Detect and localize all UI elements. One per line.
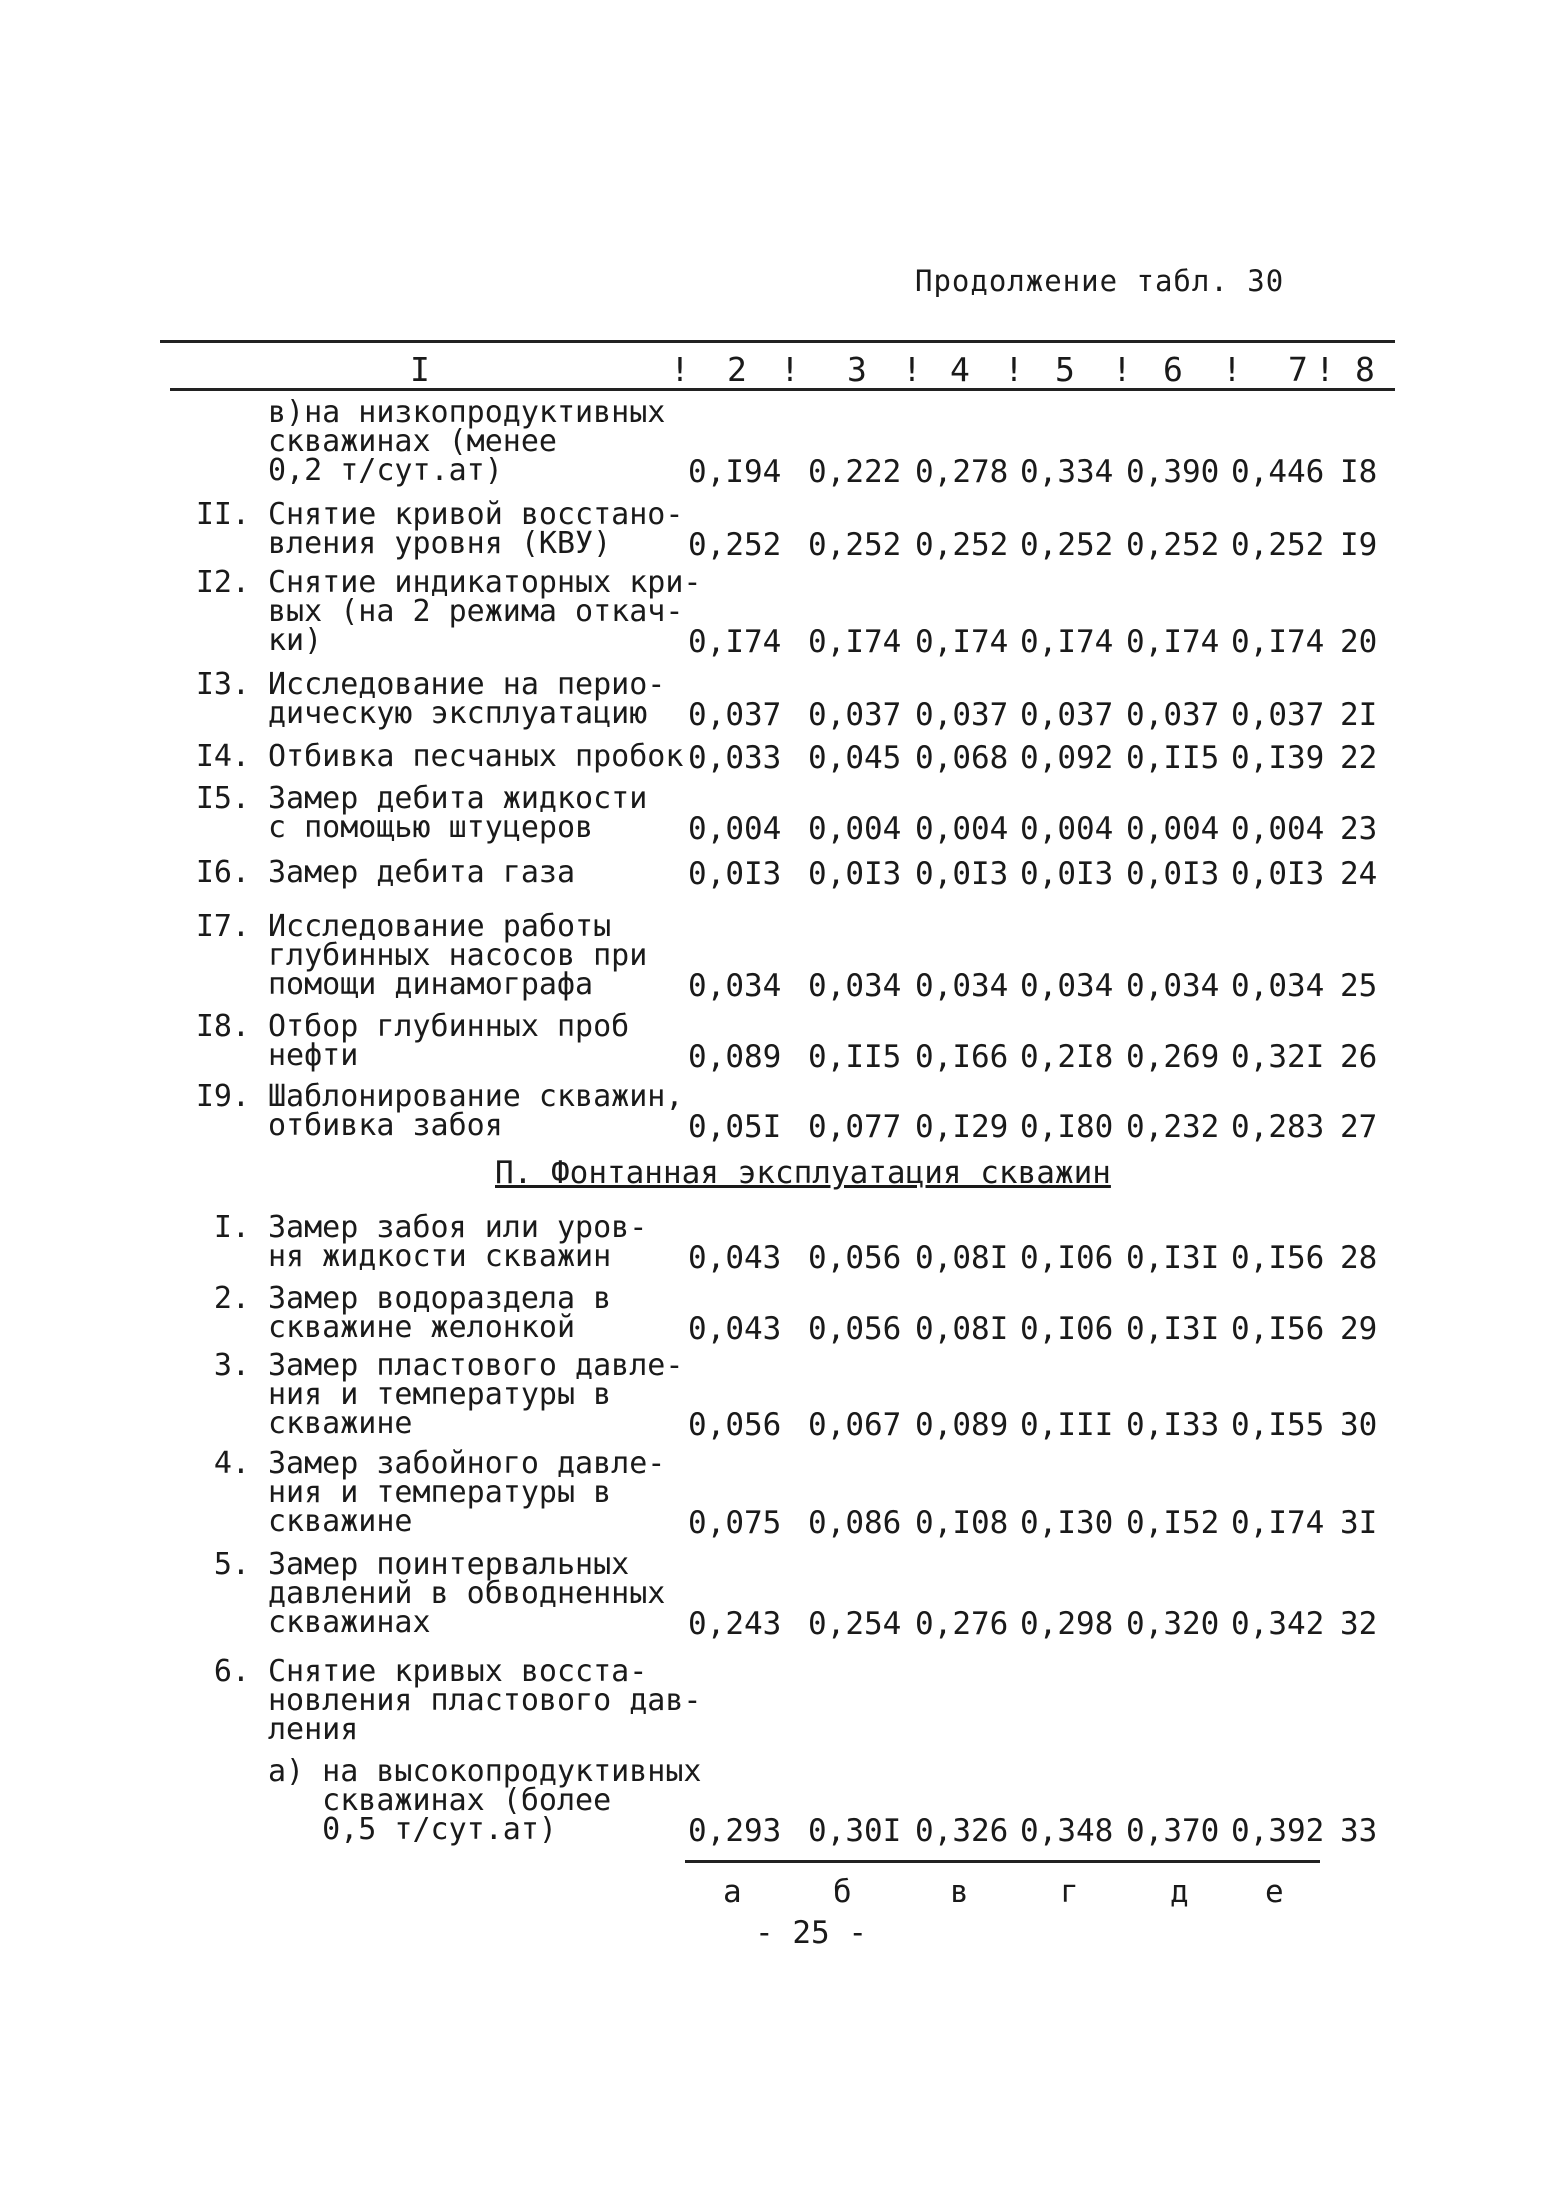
description-line: вления уровня (КВУ) — [268, 526, 612, 561]
row-value-col-5: 0,348 — [1020, 1813, 1114, 1849]
description-line: новления пластового дав- — [268, 1683, 702, 1718]
row-value-col-6: 0,232 — [1126, 1109, 1220, 1145]
table-top-rule — [160, 340, 1395, 343]
row-description — [268, 1281, 708, 1345]
row-value-col-4: 0,I74 — [915, 624, 1009, 660]
row-value-col-2: 0,252 — [688, 527, 782, 563]
row-description — [268, 781, 708, 845]
row-value-col-5: 0,034 — [1020, 968, 1114, 1004]
row-value-col-2: 0,033 — [688, 740, 782, 776]
row-description — [268, 1547, 708, 1640]
row-value-col-3: 0,056 — [808, 1240, 902, 1276]
row-value-col-3: 0,056 — [808, 1311, 902, 1347]
header-sep: ! — [1004, 350, 1024, 389]
row-number: I3. — [195, 667, 250, 702]
description-line: ня жидкости скважин — [268, 1239, 612, 1274]
row-description — [268, 565, 708, 658]
section-title: П. Фонтанная эксплуатация скважин — [495, 1155, 1111, 1191]
header-col-4: 4 — [950, 350, 970, 389]
row-value-col-3: 0,0I3 — [808, 856, 902, 892]
row-value-col-8: 27 — [1340, 1109, 1378, 1145]
header-sep: ! — [1222, 350, 1242, 389]
page-number: - 25 - — [755, 1915, 867, 1951]
row-value-col-6: 0,390 — [1126, 454, 1220, 490]
row-value-col-4: 0,034 — [915, 968, 1009, 1004]
row-value-col-8: 29 — [1340, 1311, 1378, 1347]
description-line: Снятие индикаторных кри- — [268, 565, 702, 600]
row-value-col-8: 23 — [1340, 811, 1378, 847]
header-sep: ! — [902, 350, 922, 389]
row-number: 5. — [213, 1547, 250, 1582]
row-value-col-5: 0,0I3 — [1020, 856, 1114, 892]
row-value-col-3: 0,222 — [808, 454, 902, 490]
row-number: 4. — [213, 1446, 250, 1481]
row-value-col-7: 0,283 — [1231, 1109, 1325, 1145]
row-value-col-6: 0,I52 — [1126, 1505, 1220, 1541]
description-line: ния и температуры в — [268, 1475, 612, 1510]
row-value-col-5: 0,037 — [1020, 697, 1114, 733]
table-header-rule — [170, 388, 1395, 391]
row-value-col-3: 0,254 — [808, 1606, 902, 1642]
row-value-col-7: 0,034 — [1231, 968, 1325, 1004]
row-value-col-3: 0,037 — [808, 697, 902, 733]
header-col-8: 8 — [1355, 350, 1375, 389]
row-value-col-6: 0,0I3 — [1126, 856, 1220, 892]
row-value-col-2: 0,293 — [688, 1813, 782, 1849]
row-value-col-4: 0,068 — [915, 740, 1009, 776]
row-value-col-3: 0,077 — [808, 1109, 902, 1145]
row-value-col-4: 0,276 — [915, 1606, 1009, 1642]
header-col-6: 6 — [1163, 350, 1183, 389]
row-value-col-8: 24 — [1340, 856, 1378, 892]
row-value-col-8: 20 — [1340, 624, 1378, 660]
table-bottom-rule — [685, 1860, 1320, 1863]
row-number: I6. — [195, 855, 250, 890]
row-value-col-2: 0,I94 — [688, 454, 782, 490]
row-description — [268, 1446, 708, 1539]
row-number: II. — [195, 497, 250, 532]
row-description — [268, 1210, 708, 1274]
row-value-col-7: 0,I55 — [1231, 1407, 1325, 1443]
row-value-col-4: 0,08I — [915, 1311, 1009, 1347]
row-value-col-5: 0,III — [1020, 1407, 1114, 1443]
header-col-1: I — [410, 350, 430, 389]
row-description — [268, 1654, 708, 1747]
row-value-col-6: 0,II5 — [1126, 740, 1220, 776]
description-line: нефти — [268, 1038, 359, 1073]
footer-letter-d: д — [1170, 1874, 1189, 1910]
row-number: I. — [213, 1210, 250, 1245]
row-value-col-3: 0,067 — [808, 1407, 902, 1443]
row-value-col-2: 0,004 — [688, 811, 782, 847]
description-line: Снятие кривых восста- — [268, 1654, 648, 1689]
description-line: скважинах (менее — [268, 424, 557, 459]
header-sep: ! — [670, 350, 690, 389]
row-value-col-3: 0,004 — [808, 811, 902, 847]
row-value-col-3: 0,30I — [808, 1813, 902, 1849]
row-value-col-5: 0,2I8 — [1020, 1039, 1114, 1075]
row-value-col-8: 33 — [1340, 1813, 1378, 1849]
row-value-col-5: 0,I06 — [1020, 1311, 1114, 1347]
row-value-col-8: 26 — [1340, 1039, 1378, 1075]
row-value-col-7: 0,I56 — [1231, 1311, 1325, 1347]
table-continuation-title: Продолжение табл. 30 — [915, 264, 1285, 298]
row-value-col-6: 0,004 — [1126, 811, 1220, 847]
footer-letter-v: в — [950, 1874, 969, 1910]
description-line: Замер поинтервальных — [268, 1547, 630, 1582]
row-value-col-7: 0,0I3 — [1231, 856, 1325, 892]
row-value-col-2: 0,037 — [688, 697, 782, 733]
description-line: глубинных насосов при — [268, 938, 648, 973]
description-line: вых (на 2 режима откач- — [268, 594, 684, 629]
description-line: в)на низкопродуктивных — [268, 395, 666, 430]
row-description — [268, 1348, 708, 1441]
row-value-col-6: 0,I3I — [1126, 1240, 1220, 1276]
row-value-col-8: 25 — [1340, 968, 1378, 1004]
row-value-col-4: 0,037 — [915, 697, 1009, 733]
description-line: Замер водораздела в — [268, 1281, 612, 1316]
description-line: дическую эксплуатацию — [268, 696, 648, 731]
row-value-col-6: 0,252 — [1126, 527, 1220, 563]
header-col-7: 7 — [1288, 350, 1308, 389]
row-description — [268, 1009, 708, 1073]
row-value-col-8: 30 — [1340, 1407, 1378, 1443]
row-value-col-2: 0,0I3 — [688, 856, 782, 892]
row-value-col-7: 0,I56 — [1231, 1240, 1325, 1276]
row-value-col-8: 2I — [1340, 697, 1378, 733]
footer-letter-a: а — [723, 1874, 742, 1910]
row-value-col-8: 32 — [1340, 1606, 1378, 1642]
row-value-col-3: 0,086 — [808, 1505, 902, 1541]
row-description — [268, 909, 708, 1002]
description-line: ки) — [268, 623, 323, 658]
row-value-col-7: 0,I39 — [1231, 740, 1325, 776]
row-value-col-4: 0,252 — [915, 527, 1009, 563]
description-line: Исследование работы — [268, 909, 612, 944]
description-line: Замер забоя или уров- — [268, 1210, 648, 1245]
row-description — [268, 855, 708, 890]
row-value-col-2: 0,075 — [688, 1505, 782, 1541]
description-line: Снятие кривой восстано- — [268, 497, 684, 532]
description-line: давлений в обводненных — [268, 1576, 666, 1611]
description-line: помощи динамографа — [268, 967, 594, 1002]
row-value-col-3: 0,252 — [808, 527, 902, 563]
row-value-col-2: 0,05I — [688, 1109, 782, 1145]
description-line: Отбивка песчаных пробок — [268, 739, 684, 774]
footer-letter-b: б — [833, 1874, 852, 1910]
row-value-col-8: 22 — [1340, 740, 1378, 776]
header-col-2: 2 — [727, 350, 747, 389]
row-description — [268, 739, 708, 774]
row-description — [268, 1754, 708, 1847]
description-line: с помощью штуцеров — [268, 810, 594, 845]
description-line: 0,2 т/сут.ат) — [268, 453, 503, 488]
row-value-col-4: 0,004 — [915, 811, 1009, 847]
row-number: I7. — [195, 909, 250, 944]
description-line: Замер забойного давле- — [268, 1446, 666, 1481]
row-value-col-2: 0,I74 — [688, 624, 782, 660]
description-line: скважинах — [268, 1605, 431, 1640]
footer-letter-e: е — [1265, 1874, 1284, 1910]
description-line: Исследование на перио- — [268, 667, 666, 702]
row-value-col-7: 0,037 — [1231, 697, 1325, 733]
row-value-col-4: 0,278 — [915, 454, 1009, 490]
row-value-col-8: I8 — [1340, 454, 1378, 490]
row-description — [268, 667, 708, 731]
row-value-col-2: 0,089 — [688, 1039, 782, 1075]
row-number: 2. — [213, 1281, 250, 1316]
row-value-col-4: 0,08I — [915, 1240, 1009, 1276]
header-col-3: 3 — [847, 350, 867, 389]
row-value-col-3: 0,I74 — [808, 624, 902, 660]
row-value-col-2: 0,056 — [688, 1407, 782, 1443]
row-value-col-4: 0,0I3 — [915, 856, 1009, 892]
row-value-col-4: 0,326 — [915, 1813, 1009, 1849]
row-value-col-2: 0,034 — [688, 968, 782, 1004]
row-number: I5. — [195, 781, 250, 816]
row-value-col-4: 0,I66 — [915, 1039, 1009, 1075]
row-value-col-8: I9 — [1340, 527, 1378, 563]
description-line: отбивка забоя — [268, 1108, 503, 1143]
row-value-col-5: 0,I30 — [1020, 1505, 1114, 1541]
description-line: скважине желонкой — [268, 1310, 576, 1345]
row-value-col-7: 0,342 — [1231, 1606, 1325, 1642]
header-col-5: 5 — [1055, 350, 1075, 389]
row-value-col-7: 0,446 — [1231, 454, 1325, 490]
header-sep: ! — [780, 350, 800, 389]
row-value-col-5: 0,092 — [1020, 740, 1114, 776]
row-number: I9. — [195, 1079, 250, 1114]
row-value-col-7: 0,I74 — [1231, 624, 1325, 660]
row-description — [268, 395, 708, 488]
row-number: I4. — [195, 739, 250, 774]
row-value-col-7: 0,004 — [1231, 811, 1325, 847]
row-description — [268, 497, 708, 561]
description-line: а) на высокопродуктивных — [268, 1754, 702, 1789]
row-value-col-6: 0,037 — [1126, 697, 1220, 733]
row-value-col-4: 0,I29 — [915, 1109, 1009, 1145]
row-value-col-5: 0,334 — [1020, 454, 1114, 490]
row-value-col-5: 0,004 — [1020, 811, 1114, 847]
row-number: 3. — [213, 1348, 250, 1383]
footer-letter-g: г — [1060, 1874, 1079, 1910]
row-value-col-8: 28 — [1340, 1240, 1378, 1276]
row-value-col-3: 0,034 — [808, 968, 902, 1004]
row-value-col-5: 0,I80 — [1020, 1109, 1114, 1145]
row-value-col-6: 0,370 — [1126, 1813, 1220, 1849]
row-value-col-2: 0,043 — [688, 1240, 782, 1276]
header-sep: ! — [1112, 350, 1132, 389]
row-number: I8. — [195, 1009, 250, 1044]
row-value-col-4: 0,I08 — [915, 1505, 1009, 1541]
row-value-col-3: 0,II5 — [808, 1039, 902, 1075]
description-line: ния и температуры в — [268, 1377, 612, 1412]
row-value-col-7: 0,32I — [1231, 1039, 1325, 1075]
row-value-col-7: 0,252 — [1231, 527, 1325, 563]
description-line: Замер дебита газа — [268, 855, 576, 890]
row-value-col-2: 0,243 — [688, 1606, 782, 1642]
row-value-col-5: 0,I06 — [1020, 1240, 1114, 1276]
row-value-col-5: 0,I74 — [1020, 624, 1114, 660]
row-value-col-6: 0,I3I — [1126, 1311, 1220, 1347]
row-value-col-6: 0,034 — [1126, 968, 1220, 1004]
row-value-col-6: 0,269 — [1126, 1039, 1220, 1075]
row-value-col-3: 0,045 — [808, 740, 902, 776]
row-number: I2. — [195, 565, 250, 600]
row-value-col-8: 3I — [1340, 1505, 1378, 1541]
row-number: 6. — [213, 1654, 250, 1689]
description-line: Шаблонирование скважин, — [268, 1079, 684, 1114]
header-sep: ! — [1315, 350, 1335, 389]
description-line: скважинах (более — [268, 1783, 612, 1818]
description-line: скважине — [268, 1504, 413, 1539]
row-value-col-6: 0,I74 — [1126, 624, 1220, 660]
description-line: скважине — [268, 1406, 413, 1441]
description-line: Отбор глубинных проб — [268, 1009, 630, 1044]
row-value-col-6: 0,I33 — [1126, 1407, 1220, 1443]
row-description — [268, 1079, 708, 1143]
row-value-col-6: 0,320 — [1126, 1606, 1220, 1642]
row-value-col-5: 0,252 — [1020, 527, 1114, 563]
description-line: ления — [268, 1712, 359, 1747]
row-value-col-2: 0,043 — [688, 1311, 782, 1347]
description-line: Замер дебита жидкости — [268, 781, 648, 816]
row-value-col-7: 0,I74 — [1231, 1505, 1325, 1541]
row-value-col-4: 0,089 — [915, 1407, 1009, 1443]
table-header — [0, 350, 1559, 390]
row-value-col-5: 0,298 — [1020, 1606, 1114, 1642]
description-line: Замер пластового давле- — [268, 1348, 684, 1383]
description-line: 0,5 т/сут.ат) — [268, 1812, 557, 1847]
row-value-col-7: 0,392 — [1231, 1813, 1325, 1849]
